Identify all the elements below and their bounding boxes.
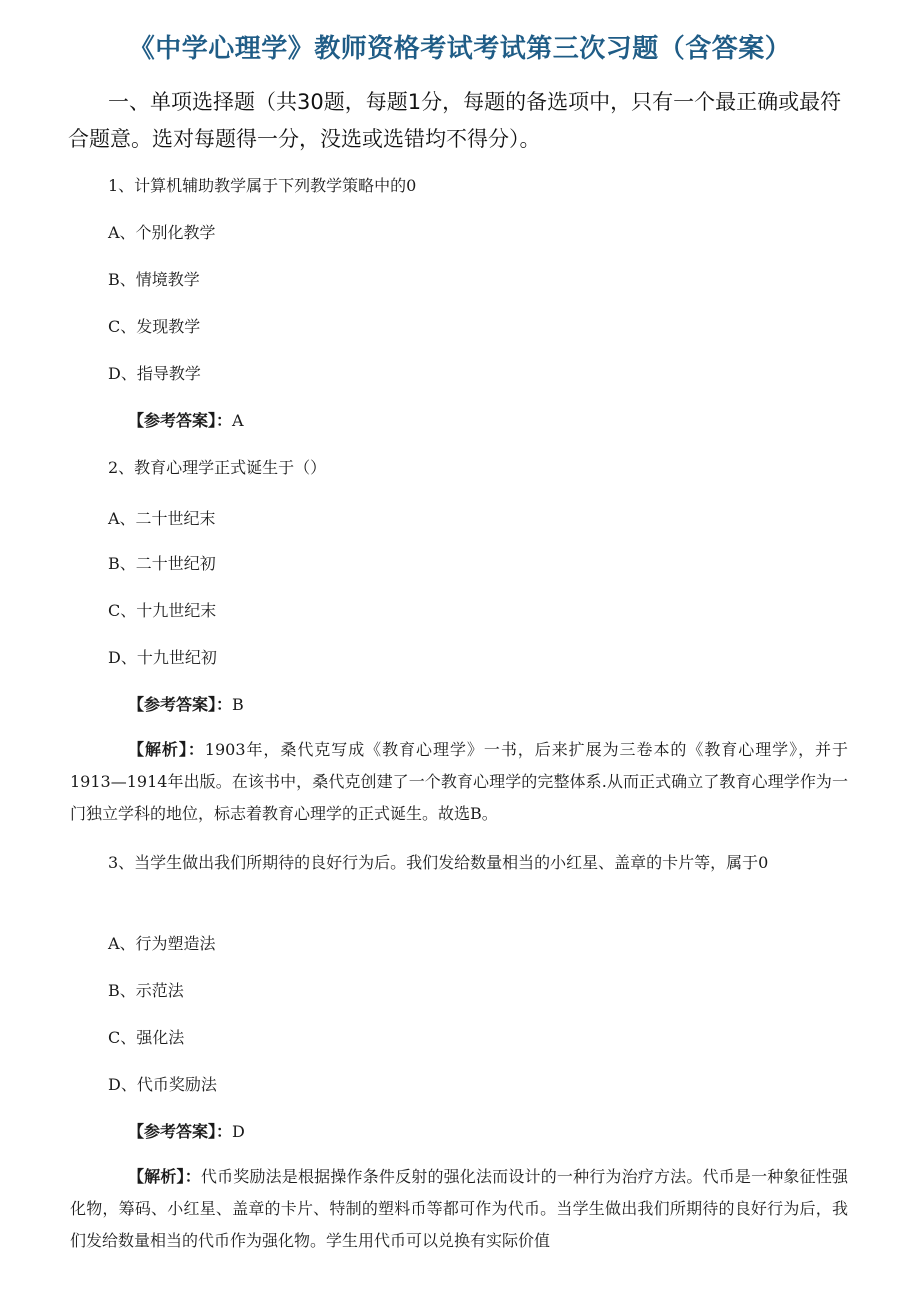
analysis-label: 【解析】： xyxy=(128,1167,201,1186)
answer-value: D xyxy=(232,1122,245,1141)
question-2-option-a: A、二十世纪末 xyxy=(108,509,216,528)
question-2-analysis xyxy=(70,734,848,830)
answer-value: B xyxy=(232,695,244,714)
analysis-label: 【解析】： xyxy=(128,740,205,759)
question-2-stem: 2、教育心理学正式诞生于（） xyxy=(108,458,327,477)
question-1-option-c: C、发现教学 xyxy=(108,317,201,336)
section-heading: 一、单项选择题（共30题，每题1分，每题的备选项中，只有一个最正确或最符合题意。选对每题得一分，没选或选错均不得分）。 xyxy=(68,90,842,151)
document-title: 《中学心理学》教师资格考试考试第三次习题（含答案） xyxy=(128,34,792,64)
question-2-option-d: D、十九世纪初 xyxy=(108,648,217,667)
question-2-option-b: B、二十世纪初 xyxy=(108,554,216,573)
question-3-answer xyxy=(128,1120,245,1144)
question-3-option-a: A、行为塑造法 xyxy=(108,934,216,953)
question-1-option-a: A、个别化教学 xyxy=(108,223,216,242)
question-1-stem: 1、计算机辅助教学属于下列教学策略中的0 xyxy=(108,176,417,195)
answer-label: 【参考答案】： xyxy=(128,695,233,714)
question-1-option-d: D、指导教学 xyxy=(108,364,201,383)
question-1-answer xyxy=(128,409,244,433)
answer-value: A xyxy=(232,411,244,430)
question-3-option-d: D、代币奖励法 xyxy=(108,1075,217,1094)
analysis-text: 代币奖励法是根据操作条件反射的强化法而设计的一种行为治疗方法。代币是一种象征性强化物，筹码、小红星、盖章的卡片、特制的塑料币等都可作为代币。当学生做出我们所期待的良好行为后，我们发给数量相当的代币作为强化物。学生用代币可以兑换有实际价值 xyxy=(70,1167,848,1250)
question-1-option-b: B、情境教学 xyxy=(108,270,200,289)
question-2-option-c: C、十九世纪末 xyxy=(108,601,217,620)
question-3-stem: 3、当学生做出我们所期待的良好行为后。我们发给数量相当的小红星、盖章的卡片等，属于0 xyxy=(108,853,769,872)
question-3-option-b: B、示范法 xyxy=(108,981,184,1000)
answer-label: 【参考答案】： xyxy=(128,1122,233,1141)
question-3-analysis xyxy=(70,1161,848,1257)
answer-label: 【参考答案】： xyxy=(128,411,233,430)
analysis-text: 1903年，桑代克写成《教育心理学》一书，后来扩展为三卷本的《教育心理学》，并于1913—1914年出版。在该书中，桑代克创建了一个教育心理学的完整体系.从而正式确立了教育心理学作为一门独立学科的地位，标志着教育心理学的正式诞生。故选B。 xyxy=(70,740,848,823)
question-2-answer xyxy=(128,693,244,717)
question-3-option-c: C、强化法 xyxy=(108,1028,185,1047)
